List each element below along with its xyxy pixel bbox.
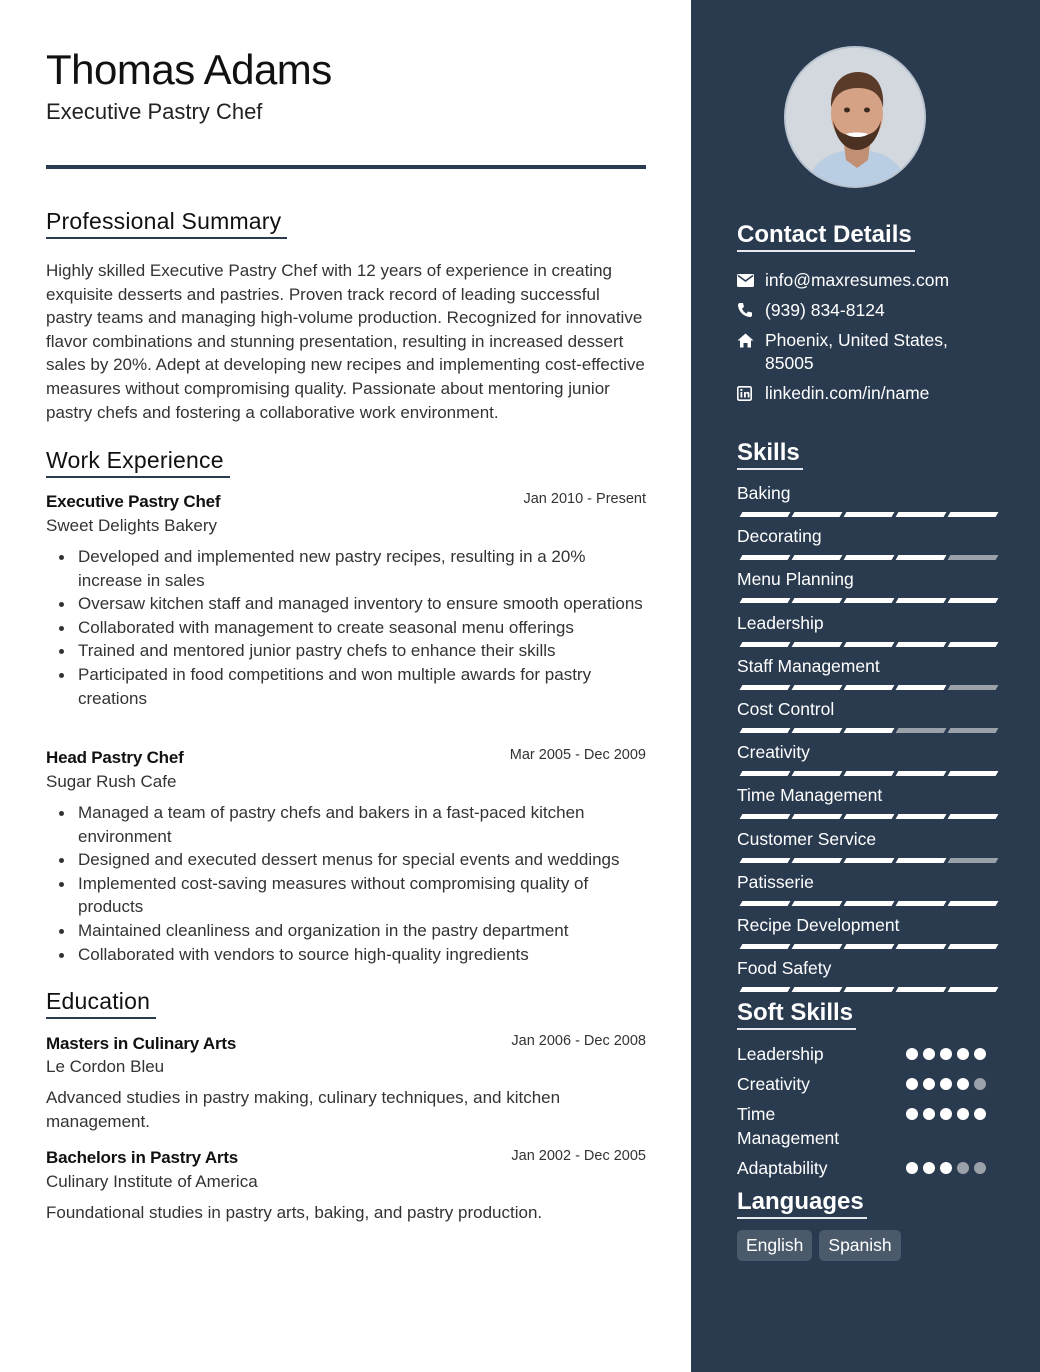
skill-segment-filled: [896, 642, 947, 647]
main-column: [46, 0, 646, 1372]
skill-segment-filled: [844, 685, 895, 690]
skill-segment-filled: [844, 728, 895, 733]
languages-heading: Languages: [737, 1188, 867, 1219]
candidate-title: Executive Pastry Chef: [46, 99, 263, 124]
skill-level-bar: [737, 987, 993, 993]
rating-dot-filled: [974, 1108, 986, 1120]
candidate-name: Thomas Adams: [46, 46, 332, 93]
rating-dot-filled: [940, 1162, 952, 1174]
sidebar: [691, 0, 1040, 1372]
skill-level-bar: [737, 685, 993, 691]
skill-level-bar: [737, 598, 993, 604]
skill-segment-filled: [948, 987, 999, 992]
skill-segment-filled: [896, 771, 947, 776]
rating-dot-empty: [974, 1162, 986, 1174]
job-dates: Mar 2005 - Dec 2009: [509, 747, 646, 763]
contact-address: [737, 329, 997, 375]
rating-dot-empty: [974, 1078, 986, 1090]
skill-segment-filled: [948, 901, 999, 906]
envelope-icon: [737, 269, 765, 291]
skill-level-bar: [737, 642, 993, 648]
skill-name: Cost Control: [737, 699, 835, 719]
job-company: Sugar Rush Cafe: [46, 772, 177, 791]
skill-segment-filled: [844, 858, 895, 863]
skill-segment-filled: [740, 814, 791, 819]
skill-segment-empty: [896, 728, 947, 733]
skill-level-bar: [737, 944, 993, 950]
skill-segment-filled: [948, 642, 999, 647]
skill-segment-filled: [896, 598, 947, 603]
skill-segment-filled: [740, 858, 791, 863]
skill-segment-empty: [948, 728, 999, 733]
skill-name: Leadership: [737, 613, 824, 633]
rating-dot-filled: [974, 1048, 986, 1060]
skill-segment-filled: [740, 598, 791, 603]
skill-name: Patisserie: [737, 872, 814, 892]
skill-segment-filled: [896, 685, 947, 690]
soft-skill-name: Leadership: [737, 1044, 824, 1064]
phone-icon: [737, 299, 765, 321]
rating-dot-filled: [906, 1048, 918, 1060]
skill-segment-filled: [844, 901, 895, 906]
skill-segment-filled: [896, 512, 947, 517]
address-text: Phoenix, United States, 85005: [765, 330, 948, 373]
skill-segment-filled: [792, 858, 843, 863]
job-title: Executive Pastry Chef: [46, 492, 221, 511]
skill-level-bar: [737, 512, 993, 518]
experience-heading: Work Experience: [46, 447, 230, 478]
skill-level-bar: [737, 901, 993, 907]
skill-segment-filled: [792, 685, 843, 690]
skill-name: Staff Management: [737, 656, 880, 676]
skill-segment-empty: [948, 685, 999, 690]
rating-dot-empty: [957, 1162, 969, 1174]
linkedin-icon: [737, 382, 765, 404]
soft-skill-rating: [906, 1078, 986, 1092]
skill-level-bar: [737, 771, 993, 777]
education-dates: Jan 2002 - Dec 2005: [511, 1148, 646, 1164]
skill-segment-filled: [948, 814, 999, 819]
skill-segment-filled: [844, 598, 895, 603]
summary-text: Highly skilled Executive Pastry Chef with 12 years of experience in creating exquisite desserts and pastries. Proven track record of leading successful pastry teams and managing high-volume production. Recognized for innovative flavor combinations and stunning presentation, resulting in increased dessert sales by 20%. Adept at developing new recipes and implementing cost-effective measures without compromising quality. Passionate about mentoring junior pastry chefs and fostering a collaborative work environment.: [46, 261, 645, 422]
contact-linkedin: [737, 382, 997, 405]
skill-segment-filled: [948, 944, 999, 949]
list-item: Participated in food competitions and won multiple awards for pastry creations: [46, 663, 646, 710]
list-item: Oversaw kitchen staff and managed inventory to ensure smooth operations: [46, 592, 646, 616]
skill-segment-filled: [844, 642, 895, 647]
language-list: [737, 1230, 901, 1261]
rating-dot-filled: [957, 1048, 969, 1060]
education-description: Advanced studies in pastry making, culinary techniques, and kitchen management.: [46, 1088, 561, 1131]
skill-segment-empty: [948, 555, 999, 560]
rating-dot-filled: [957, 1078, 969, 1090]
skill-name: Decorating: [737, 526, 822, 546]
skill-segment-filled: [896, 901, 947, 906]
language-chip: English: [737, 1230, 812, 1261]
rating-dot-filled: [940, 1108, 952, 1120]
rating-dot-filled: [923, 1108, 935, 1120]
skill-segment-filled: [792, 728, 843, 733]
skill-name: Time Management: [737, 785, 883, 805]
skill-segment-empty: [948, 858, 999, 863]
skill-level-bar: [737, 858, 993, 864]
job-bullets: [46, 801, 646, 966]
rating-dot-filled: [906, 1162, 918, 1174]
skill-segment-filled: [896, 555, 947, 560]
skill-segment-filled: [740, 642, 791, 647]
home-icon: [737, 329, 765, 351]
degree-title: Bachelors in Pastry Arts: [46, 1148, 239, 1167]
skill-segment-filled: [792, 642, 843, 647]
skill-segment-filled: [792, 771, 843, 776]
skill-segment-filled: [740, 512, 791, 517]
skill-segment-filled: [896, 944, 947, 949]
list-item: Developed and implemented new pastry recipes, resulting in a 20% increase in sales: [46, 545, 646, 592]
skill-segment-filled: [896, 987, 947, 992]
soft-skills-heading: Soft Skills: [737, 999, 856, 1030]
soft-skill-rating: [906, 1048, 986, 1062]
skill-segment-filled: [896, 858, 947, 863]
skill-name: Food Safety: [737, 958, 832, 978]
skill-segment-filled: [792, 598, 843, 603]
skill-segment-filled: [740, 555, 791, 560]
linkedin-text: linkedin.com/in/name: [765, 383, 930, 403]
skill-segment-filled: [740, 685, 791, 690]
school-name: Culinary Institute of America: [46, 1172, 258, 1191]
skill-segment-filled: [948, 771, 999, 776]
education-dates: Jan 2006 - Dec 2008: [511, 1033, 646, 1049]
skill-segment-filled: [792, 987, 843, 992]
skill-name: Menu Planning: [737, 569, 854, 589]
list-item: Implemented cost-saving measures without compromising quality of products: [46, 872, 646, 919]
job-company: Sweet Delights Bakery: [46, 516, 218, 535]
list-item: Collaborated with vendors to source high-quality ingredients: [46, 943, 646, 967]
avatar: [784, 46, 926, 188]
skill-segment-filled: [740, 771, 791, 776]
skill-name: Recipe Development: [737, 915, 900, 935]
education-description: Foundational studies in pastry arts, baking, and pastry production.: [46, 1203, 543, 1222]
skill-segment-filled: [740, 728, 791, 733]
language-chip: Spanish: [819, 1230, 900, 1261]
rating-dot-filled: [923, 1048, 935, 1060]
rating-dot-filled: [923, 1078, 935, 1090]
education-heading: Education: [46, 988, 156, 1019]
skill-segment-filled: [844, 771, 895, 776]
skill-segment-filled: [792, 901, 843, 906]
skill-segment-filled: [844, 555, 895, 560]
skill-level-bar: [737, 728, 993, 734]
skill-segment-filled: [844, 944, 895, 949]
skill-segment-filled: [740, 944, 791, 949]
job-title: Head Pastry Chef: [46, 748, 184, 767]
skill-segment-filled: [792, 555, 843, 560]
rating-dot-filled: [906, 1078, 918, 1090]
list-item: Collaborated with management to create seasonal menu offerings: [46, 616, 646, 640]
rating-dot-filled: [906, 1108, 918, 1120]
skill-segment-filled: [740, 987, 791, 992]
phone-text: (939) 834-8124: [765, 300, 885, 320]
skill-name: Baking: [737, 483, 791, 503]
rating-dot-filled: [957, 1108, 969, 1120]
skill-segment-filled: [896, 814, 947, 819]
contact-heading: Contact Details: [737, 221, 915, 252]
skill-segment-filled: [948, 512, 999, 517]
soft-skill-rating: [906, 1108, 986, 1122]
skill-segment-filled: [844, 987, 895, 992]
skill-segment-filled: [740, 901, 791, 906]
list-item: Maintained cleanliness and organization in the pastry department: [46, 919, 646, 943]
skill-name: Creativity: [737, 742, 810, 762]
list-item: Managed a team of pastry chefs and bakers in a fast-paced kitchen environment: [46, 801, 646, 848]
skill-segment-filled: [792, 814, 843, 819]
list-item: Designed and executed dessert menus for special events and weddings: [46, 848, 646, 872]
skill-segment-filled: [792, 944, 843, 949]
job-bullets: [46, 545, 646, 710]
contact-phone: [737, 299, 997, 322]
person-photo-icon: [786, 48, 926, 188]
degree-title: Masters in Culinary Arts: [46, 1034, 237, 1053]
summary-heading: Professional Summary: [46, 208, 287, 239]
soft-skill-name: Adaptability: [737, 1158, 828, 1178]
soft-skill-name: Time Management: [737, 1104, 840, 1148]
soft-skill-rating: [906, 1162, 986, 1176]
rating-dot-filled: [940, 1048, 952, 1060]
school-name: Le Cordon Bleu: [46, 1057, 165, 1076]
skill-segment-filled: [844, 512, 895, 517]
rating-dot-filled: [923, 1162, 935, 1174]
contact-email: [737, 269, 997, 292]
soft-skill-name: Creativity: [737, 1074, 810, 1094]
job-dates: Jan 2010 - Present: [523, 491, 646, 507]
skill-segment-filled: [844, 814, 895, 819]
skill-segment-filled: [792, 512, 843, 517]
skill-level-bar: [737, 814, 993, 820]
header-divider: [46, 165, 646, 169]
skills-heading: Skills: [737, 439, 803, 470]
skill-name: Customer Service: [737, 829, 877, 849]
skill-level-bar: [737, 555, 993, 561]
email-text: info@maxresumes.com: [765, 270, 950, 290]
rating-dot-filled: [940, 1078, 952, 1090]
list-item: Trained and mentored junior pastry chefs to enhance their skills: [46, 639, 646, 663]
skill-segment-filled: [948, 598, 999, 603]
